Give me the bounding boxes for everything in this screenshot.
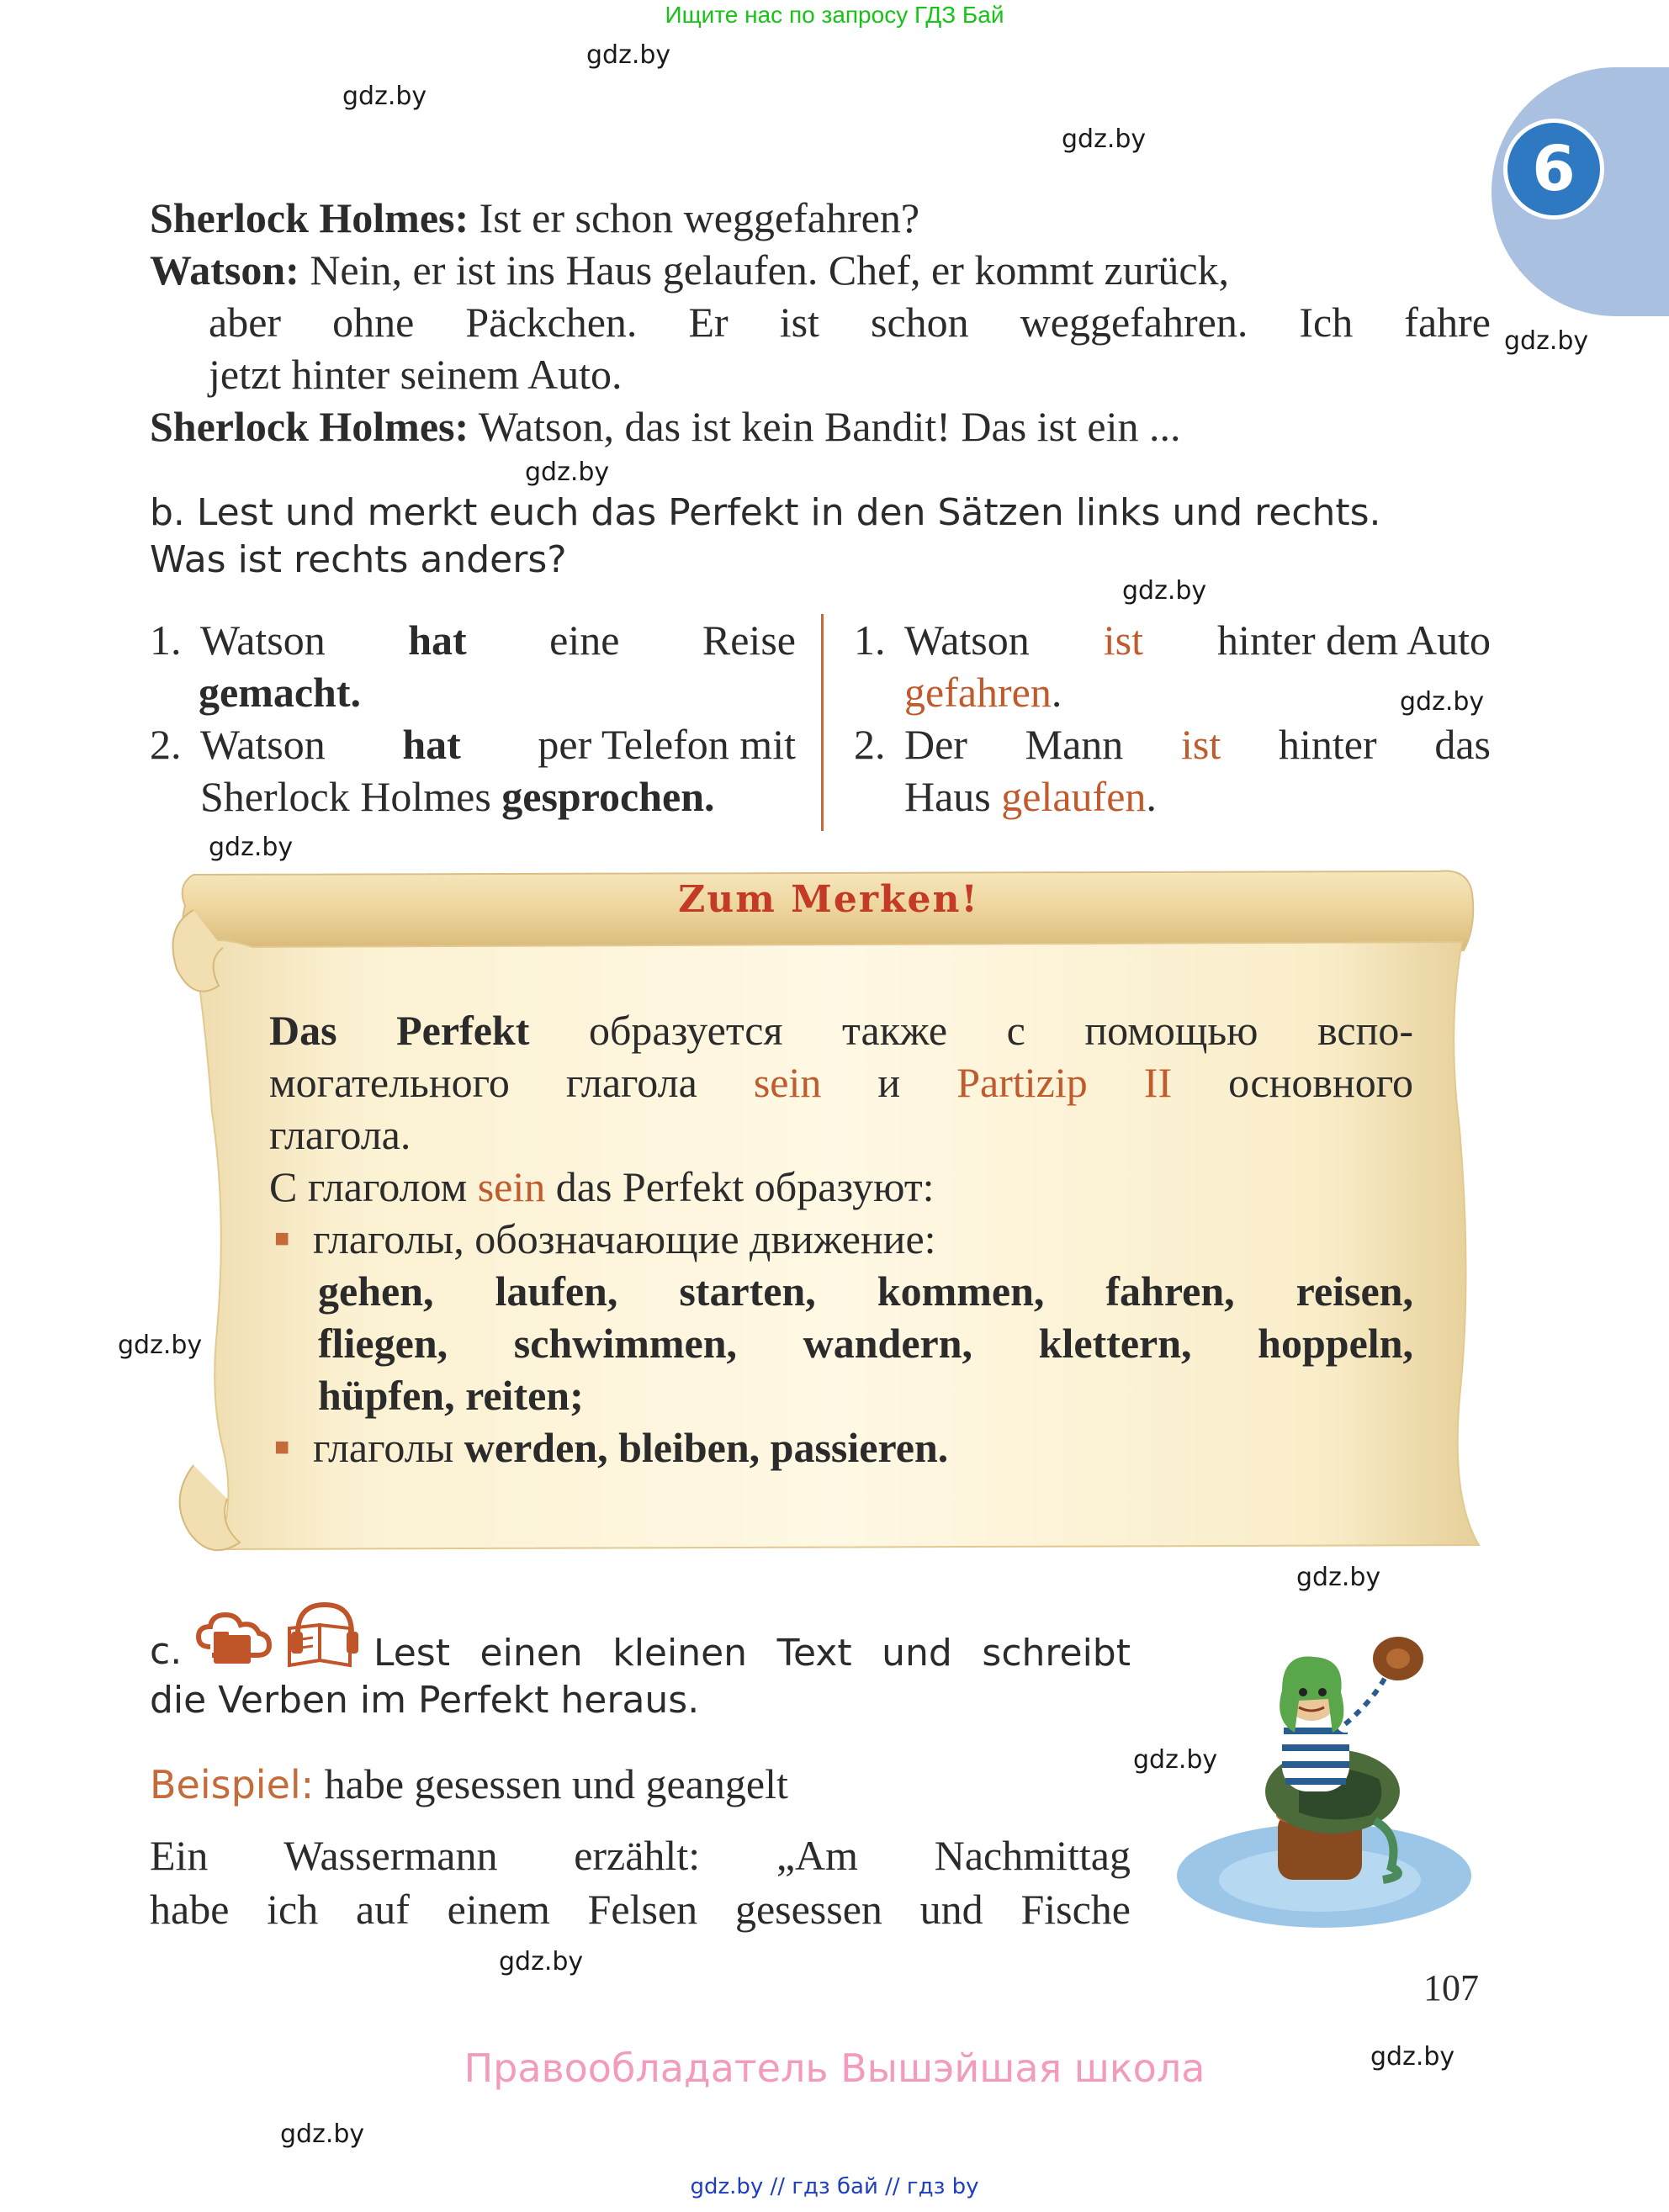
watermark: gdz.by <box>1296 1563 1381 1592</box>
text: глаголы, обозначающие движение: <box>313 1215 936 1262</box>
chapter-number: 6 <box>1503 119 1604 220</box>
watermark: gdz.by <box>586 40 671 70</box>
example-row <box>854 614 1491 718</box>
word: Reise <box>702 617 796 664</box>
dialogue-continuation: aber ohne Päckchen. Er ist schon weggefahren. Ich fahre <box>209 299 1491 346</box>
rule-line: глагола. <box>269 1111 411 1158</box>
story-line: habe ich auf einem Felsen gesessen und Fische <box>150 1886 1131 1933</box>
word: gefahren <box>904 669 1052 716</box>
word: hinter dem Auto <box>1217 617 1491 664</box>
column-divider <box>821 614 824 831</box>
watermark: gdz.by <box>1504 326 1589 356</box>
term: sein <box>753 1059 822 1106</box>
rule-content <box>269 1004 1413 1474</box>
item-number: 1. <box>854 617 886 664</box>
cloud-folder-icon <box>195 1608 273 1670</box>
watermark: gdz.by <box>209 833 294 862</box>
example <box>150 1758 788 1811</box>
word: das <box>1434 721 1491 768</box>
word: ist <box>1103 617 1144 664</box>
rule-line <box>269 1056 1413 1109</box>
watermark: gdz.by <box>525 458 610 487</box>
story-line: Ein Wassermann erzählt: „Am Nachmittag <box>150 1832 1131 1879</box>
word: gesprochen. <box>501 773 715 820</box>
waterman-illustration <box>1173 1623 1476 1934</box>
speaker: Sherlock Holmes: <box>150 194 469 241</box>
verb-list: hüpfen, reiten; <box>318 1372 584 1419</box>
verb-list: fliegen, schwimmen, wandern, klettern, hoppeln, <box>318 1320 1413 1367</box>
example-row <box>854 718 1491 823</box>
watermark: gdz.by <box>1133 1745 1218 1775</box>
dialogue-line <box>150 244 1491 296</box>
copyright: Правообладатель Вышэйшая школа <box>464 2045 1205 2091</box>
word: gemacht. <box>199 669 361 716</box>
watermark: gdz.by <box>1062 124 1147 154</box>
text: . <box>937 1424 949 1471</box>
dialogue-line <box>150 192 1491 244</box>
example-text <box>200 718 796 823</box>
rule-title: Zum Merken! <box>678 878 979 921</box>
speaker: Sherlock Holmes: <box>150 403 469 450</box>
text: С глаголом <box>269 1163 478 1210</box>
word: per Telefon mit <box>538 721 796 768</box>
example-text <box>904 718 1491 823</box>
dialogue <box>150 192 1491 452</box>
word: Sherlock Holmes <box>200 773 491 820</box>
watermark: gdz.by <box>1122 576 1207 606</box>
word: Watson <box>200 721 326 768</box>
text: образуется также с помощью вспо- <box>529 1007 1413 1054</box>
rule-line <box>269 1004 1413 1056</box>
example-row <box>150 718 796 823</box>
term: sein <box>477 1163 546 1210</box>
example-text <box>200 614 796 718</box>
term: Partizip II <box>956 1059 1173 1106</box>
example-row <box>150 614 796 718</box>
word: . <box>1146 773 1157 820</box>
task-b-instruction <box>150 489 1491 584</box>
word: ist <box>1181 721 1221 768</box>
word: eine <box>549 617 620 664</box>
watermark: gdz.by <box>1370 2042 1455 2072</box>
example-text: habe gesessen und geangelt <box>314 1760 788 1807</box>
text: das Perfekt образуют: <box>545 1163 935 1210</box>
watermark: gdz.by <box>1400 687 1485 717</box>
word: hat <box>402 721 461 768</box>
example-text <box>904 614 1491 718</box>
watermark: gdz.by <box>118 1331 203 1360</box>
square-bullet-icon: ■ <box>274 1225 290 1252</box>
word: . <box>1051 669 1062 716</box>
item-number: 1. <box>150 617 182 664</box>
page-number: 107 <box>1423 1967 1479 2008</box>
text: и <box>821 1059 957 1106</box>
word: Mann <box>1025 721 1124 768</box>
left-examples <box>150 614 796 823</box>
story-text <box>150 1828 1131 1936</box>
watermark: gdz.by <box>280 2119 365 2149</box>
task-b-line2: Was ist rechts anders? <box>150 538 567 581</box>
book-audio-icon <box>281 1600 362 1670</box>
word: Watson <box>200 617 326 664</box>
word: hat <box>408 617 467 664</box>
example-label: Beispiel: <box>150 1762 315 1807</box>
verb-list: gehen, laufen, starten, kommen, fahren, reisen, <box>318 1267 1413 1315</box>
task-c-label: c. <box>150 1630 183 1673</box>
line-text: Ist er schon weggefahren? <box>469 194 920 241</box>
line-text: Nein, er ist ins Haus gelaufen. Chef, er kommt zurück, <box>299 246 1230 294</box>
speaker: Watson: <box>150 246 299 294</box>
term: Das Perfekt <box>269 1007 530 1054</box>
task-c-line1: Lest einen kleinen Text und schreibt <box>374 1632 1131 1675</box>
watermark: gdz.by <box>499 1947 584 1977</box>
rule-line <box>269 1161 1413 1213</box>
verbs: werden, bleiben, passieren <box>464 1424 938 1471</box>
top-banner: Ищите нас по запросу ГДЗ Бай <box>665 2 1004 28</box>
line-text: Watson, das ist kein Bandit! Das ist ein ... <box>469 403 1181 450</box>
text: глаголы <box>313 1424 464 1471</box>
item-number: 2. <box>150 721 182 768</box>
task-c-line2: die Verben im Perfekt heraus. <box>150 1679 700 1722</box>
text: основного <box>1172 1059 1413 1106</box>
dialogue-continuation: jetzt hinter seinem Auto. <box>209 351 623 398</box>
word: Haus <box>904 773 991 820</box>
footer-links[interactable]: gdz.by // гдз бай // гдз by <box>690 2174 979 2199</box>
task-b-line1: b. Lest und merkt euch das Perfekt in den Sätzen links und rechts. <box>150 491 1381 534</box>
right-examples <box>854 614 1491 823</box>
word: gelaufen <box>1001 773 1147 820</box>
bullet-item <box>269 1213 1413 1265</box>
square-bullet-icon: ■ <box>274 1433 290 1461</box>
word: Der <box>904 721 967 768</box>
item-number: 2. <box>854 721 886 768</box>
bullet-item <box>269 1421 1413 1474</box>
text: могательного глагола <box>269 1059 754 1106</box>
dialogue-line <box>150 400 1491 452</box>
watermark: gdz.by <box>342 82 427 111</box>
word: Watson <box>904 617 1030 664</box>
rule-scroll <box>160 860 1497 1566</box>
word: hinter <box>1278 721 1377 768</box>
